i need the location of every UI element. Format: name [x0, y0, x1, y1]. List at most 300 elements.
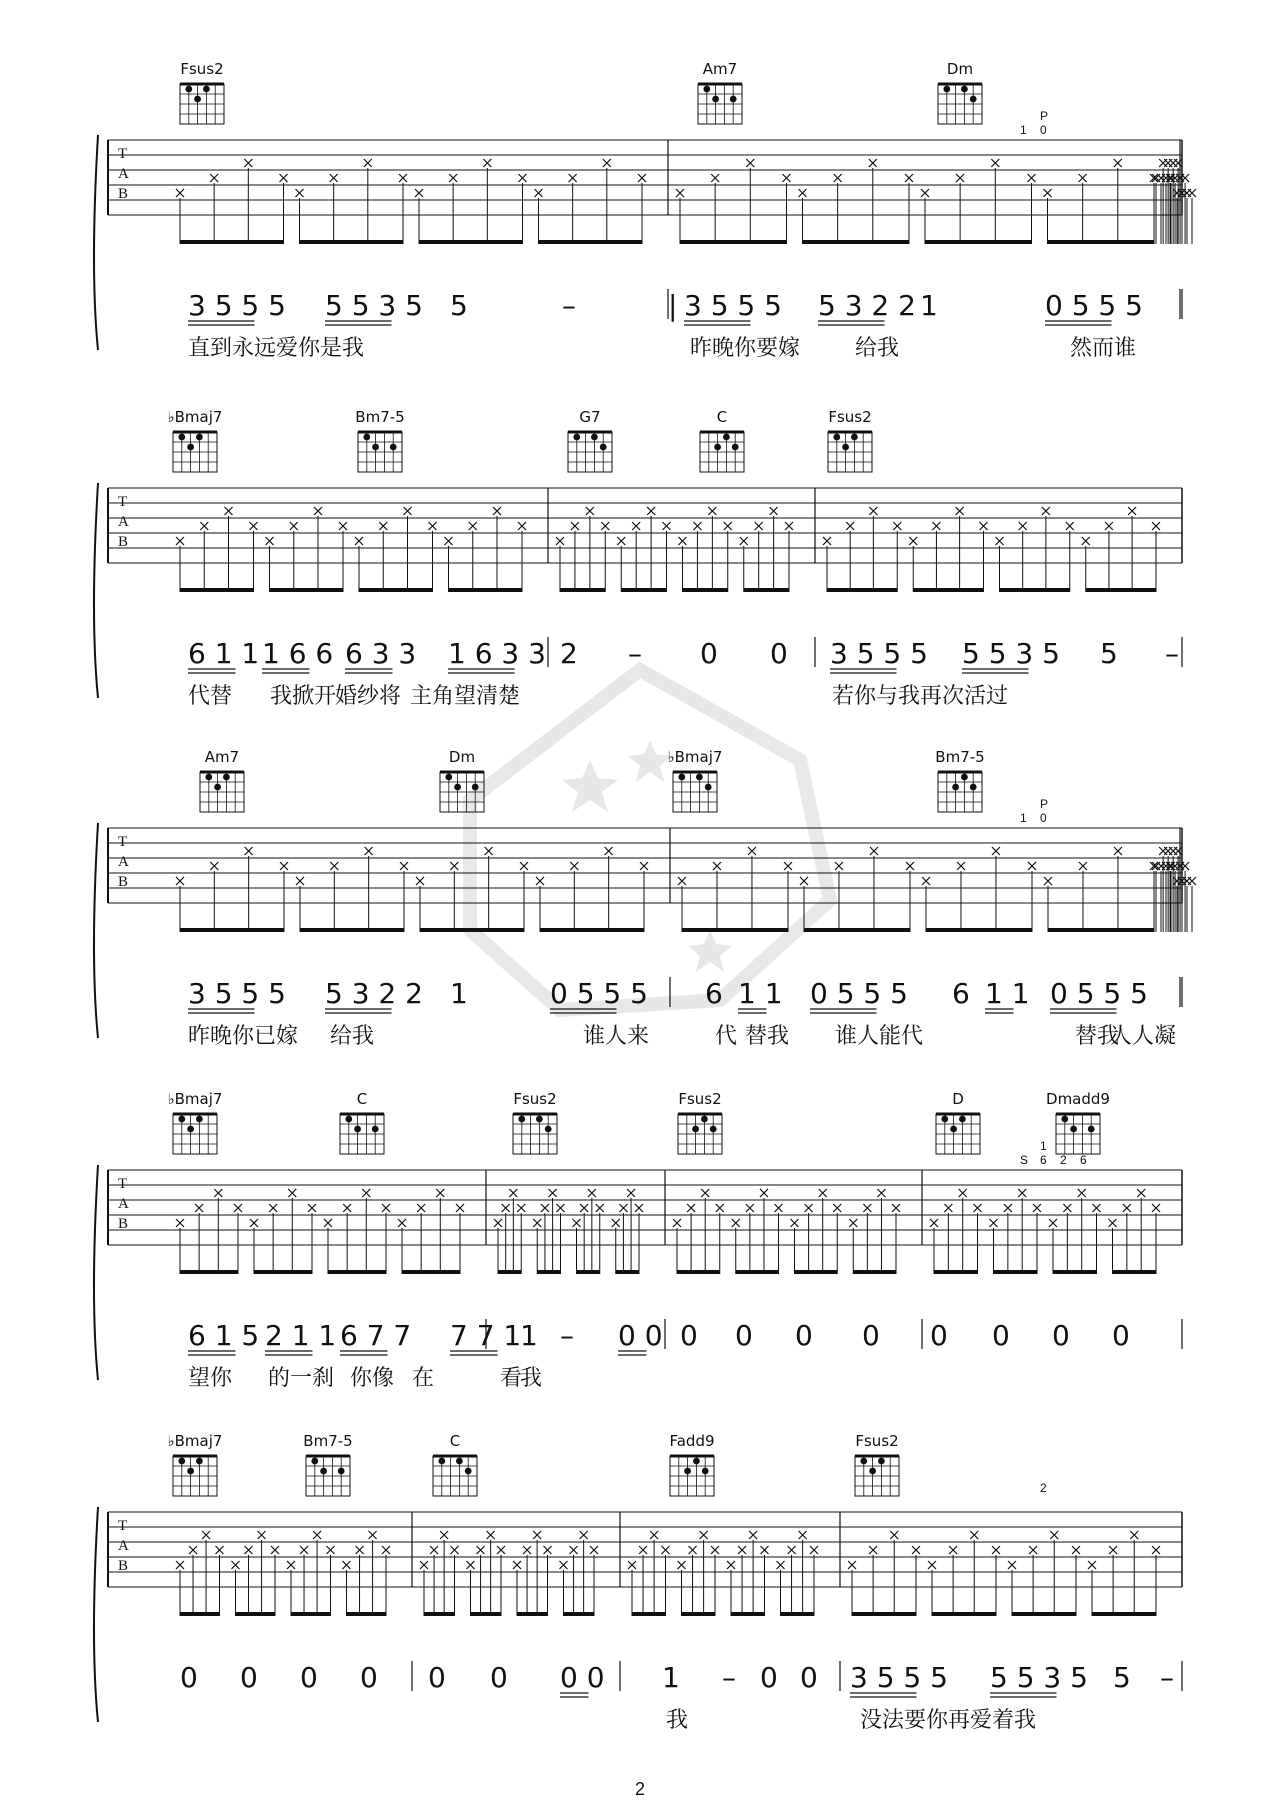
pick-mark	[678, 1561, 686, 1569]
pick-mark	[250, 1219, 258, 1227]
lyric-fragment: 我	[520, 1366, 543, 1391]
pick-mark	[513, 1561, 521, 1569]
finger-dot	[959, 1116, 966, 1123]
pick-mark	[469, 522, 477, 530]
system-brace	[94, 483, 98, 698]
pick-mark	[980, 522, 988, 530]
pick-mark	[216, 1546, 224, 1554]
finger-dot	[456, 1458, 463, 1465]
pick-mark	[708, 507, 716, 515]
pick-mark	[784, 862, 792, 870]
finger-dot	[187, 1126, 194, 1133]
notation-group: 6 1 1	[188, 637, 260, 670]
beam	[827, 588, 897, 592]
finger-dot	[187, 1468, 194, 1475]
technique-mark: 1	[1020, 811, 1027, 825]
pick-mark	[586, 507, 594, 515]
chord-name: ♭Bmaj7	[167, 408, 223, 426]
beam	[420, 928, 524, 932]
system-brace	[94, 1507, 98, 1722]
tab-label-letter: T	[118, 494, 128, 510]
notation-group: 3 5 5 5	[830, 637, 928, 670]
pick-mark	[588, 1189, 596, 1197]
pick-mark	[280, 174, 288, 182]
chord-diagram	[200, 748, 244, 812]
notation-group: 3 5 5 5	[188, 289, 286, 322]
lyric-fragment: 昨晚你要嫁	[690, 336, 801, 361]
chord-diagram	[1046, 1090, 1110, 1154]
pick-mark	[533, 1531, 541, 1539]
notation-group: 6 3 3	[345, 637, 417, 670]
notation-group: 5 5 3 5	[325, 289, 423, 322]
pick-mark	[202, 1531, 210, 1539]
tab-label-letter: T	[118, 1176, 128, 1192]
beam	[683, 588, 728, 592]
pick-mark	[740, 537, 748, 545]
pick-mark	[456, 1204, 464, 1212]
pick-mark	[195, 1204, 203, 1212]
beam	[781, 1612, 815, 1616]
chord-name: Fadd9	[669, 1432, 715, 1450]
pick-mark	[596, 1204, 604, 1212]
chord-name: Fsus2	[180, 60, 224, 78]
pick-mark	[571, 522, 579, 530]
beam	[1012, 1612, 1076, 1616]
notation-group: 5	[1100, 637, 1118, 670]
pick-mark	[399, 174, 407, 182]
pick-mark	[800, 877, 808, 885]
pick-mark	[869, 1546, 877, 1554]
finger-dot	[214, 784, 221, 791]
beam	[803, 240, 910, 244]
finger-dot	[950, 1126, 957, 1133]
technique-mark: 2	[1060, 1153, 1067, 1167]
pick-mark	[906, 862, 914, 870]
pick-mark	[523, 1546, 531, 1554]
lyric-fragment: 直到永远爱你是我	[188, 336, 365, 361]
pick-mark	[749, 1531, 757, 1539]
pick-mark	[639, 1546, 647, 1554]
chord-name: Fsus2	[855, 1432, 899, 1450]
pick-mark	[1137, 1189, 1145, 1197]
pick-mark	[1159, 847, 1167, 855]
finger-dot	[701, 1116, 708, 1123]
pick-mark	[647, 507, 655, 515]
beam	[180, 588, 254, 592]
notation-group: 0 5 5 5	[1045, 289, 1143, 322]
finger-dot	[354, 1126, 361, 1133]
pick-mark	[541, 1204, 549, 1212]
notation-group: –	[722, 1661, 736, 1694]
beam	[180, 1612, 220, 1616]
notation-group: 3 5 5 5	[188, 977, 286, 1010]
beam	[540, 928, 644, 932]
chord-name: Dmadd9	[1046, 1090, 1110, 1108]
lyric-fragment: 望你	[188, 1366, 233, 1391]
pick-mark	[700, 1531, 708, 1539]
notation-group: 6 1 5	[188, 1319, 260, 1352]
pick-mark	[1114, 159, 1122, 167]
finger-dot	[941, 1116, 948, 1123]
pick-mark	[369, 1531, 377, 1539]
pick-mark	[663, 522, 671, 530]
pick-mark	[1088, 1561, 1096, 1569]
lyric-fragment: 昨晚你已嫁	[188, 1024, 299, 1049]
pick-mark	[956, 174, 964, 182]
pick-mark	[258, 1531, 266, 1539]
pick-mark	[905, 174, 913, 182]
notation-group: 0	[735, 1319, 753, 1352]
finger-dot	[833, 434, 840, 441]
system-brace	[94, 823, 98, 1038]
finger-dot	[465, 1468, 472, 1475]
notation-group: 0	[240, 1661, 258, 1694]
lyric-fragment: 的一刹	[268, 1366, 335, 1391]
pick-mark	[640, 862, 648, 870]
beam	[852, 1612, 916, 1616]
chord-name: D	[952, 1090, 964, 1108]
pick-mark	[755, 522, 763, 530]
chord-name: C	[449, 1432, 461, 1450]
pick-mark	[1123, 1204, 1131, 1212]
pick-mark	[724, 522, 732, 530]
pick-mark	[280, 862, 288, 870]
beam	[926, 928, 1032, 932]
finger-dot	[178, 1458, 185, 1465]
pick-mark	[343, 1561, 351, 1569]
chord-name: Bm7-5	[355, 408, 405, 426]
pick-mark	[956, 507, 964, 515]
pick-mark	[450, 862, 458, 870]
beam	[731, 1612, 765, 1616]
pick-mark	[601, 522, 609, 530]
pick-mark	[1050, 1531, 1058, 1539]
technique-mark: 1	[1040, 1139, 1047, 1153]
pick-mark	[288, 1189, 296, 1197]
notation-group: –	[1160, 1661, 1174, 1694]
beam	[180, 240, 284, 244]
notation-group: 0	[760, 1661, 778, 1694]
finger-dot	[196, 1458, 203, 1465]
finger-dot	[851, 434, 858, 441]
chord-diagram	[168, 1432, 223, 1496]
pick-mark	[635, 1204, 643, 1212]
chord-name: ♭Bmaj7	[667, 748, 723, 766]
technique-mark: 1	[1020, 123, 1027, 137]
pick-mark	[890, 1531, 898, 1539]
chord-diagram	[669, 1432, 714, 1496]
pick-mark	[517, 1204, 525, 1212]
finger-dot	[338, 1468, 345, 1475]
finger-dot	[178, 1116, 185, 1123]
pick-mark	[445, 537, 453, 545]
chord-name: Bm7-5	[935, 748, 985, 766]
pick-mark	[355, 537, 363, 545]
chord-diagram	[938, 60, 982, 124]
pick-mark	[330, 862, 338, 870]
finger-dot	[372, 444, 379, 451]
beam	[291, 1612, 331, 1616]
beam	[254, 1270, 312, 1274]
finger-dot	[223, 774, 230, 781]
pick-mark	[775, 1204, 783, 1212]
chord-diagram	[180, 60, 224, 124]
system-brace	[94, 1165, 98, 1380]
tab-label-letter: T	[118, 1518, 128, 1534]
chord-diagram	[355, 408, 404, 472]
finger-dot	[472, 784, 479, 791]
pick-mark	[324, 1219, 332, 1227]
beam	[300, 240, 404, 244]
notation-group: 0	[300, 1661, 318, 1694]
beam	[932, 1612, 996, 1616]
notation-group: 0	[770, 637, 788, 670]
pick-mark	[835, 862, 843, 870]
pick-mark	[245, 1546, 253, 1554]
pick-mark	[1066, 522, 1074, 530]
beam	[449, 588, 523, 592]
pick-mark	[732, 1219, 740, 1227]
tab-label-letter: B	[118, 874, 129, 890]
pick-mark	[1114, 847, 1122, 855]
pick-mark	[398, 1219, 406, 1227]
pick-mark	[805, 1204, 813, 1212]
tab-label-letter: A	[118, 1538, 129, 1554]
pick-mark	[1159, 159, 1167, 167]
pick-mark	[290, 522, 298, 530]
beam	[680, 240, 787, 244]
pick-mark	[748, 847, 756, 855]
pick-mark	[487, 1531, 495, 1539]
pick-mark	[379, 522, 387, 530]
pick-mark	[627, 1189, 635, 1197]
pick-mark	[214, 1189, 222, 1197]
pick-mark	[189, 1546, 197, 1554]
pick-mark	[536, 877, 544, 885]
pick-mark	[1028, 174, 1036, 182]
pick-mark	[949, 1546, 957, 1554]
beam	[682, 1612, 716, 1616]
pick-mark	[638, 174, 646, 182]
beam	[471, 1612, 502, 1616]
lyric-fragment: 在	[412, 1366, 435, 1391]
beam	[419, 240, 523, 244]
page-number: 2	[634, 1779, 646, 1799]
notation-group: 1	[662, 1661, 680, 1694]
beam	[539, 240, 643, 244]
pick-mark	[819, 1189, 827, 1197]
pick-mark	[799, 1531, 807, 1539]
finger-dot	[710, 1126, 717, 1133]
technique-mark: 0	[1040, 811, 1047, 825]
pick-mark	[580, 1531, 588, 1539]
pick-mark	[1072, 1546, 1080, 1554]
pick-mark	[619, 1204, 627, 1212]
beam	[795, 1270, 838, 1274]
finger-dot	[693, 1458, 700, 1465]
notation-group: 0	[680, 1319, 698, 1352]
pick-mark	[176, 1561, 184, 1569]
beam	[1113, 1270, 1157, 1274]
lyric-fragment: 给我	[855, 336, 900, 361]
notation-group: 0	[795, 1319, 813, 1352]
pick-mark	[590, 1546, 598, 1554]
beam	[621, 588, 666, 592]
pick-mark	[570, 1546, 578, 1554]
pick-mark	[269, 1204, 277, 1212]
notation-group: 3 5 5 5	[684, 289, 782, 322]
notation-group: 0	[930, 1319, 948, 1352]
finger-dot	[185, 86, 192, 93]
pick-mark	[1128, 507, 1136, 515]
notation-group: 0	[800, 1661, 818, 1694]
beam	[1086, 588, 1156, 592]
tab-label-letter: A	[118, 514, 129, 530]
pick-mark	[687, 1204, 695, 1212]
beam	[736, 1270, 779, 1274]
pick-mark	[1042, 507, 1050, 515]
notation-group: –	[1165, 637, 1179, 670]
finger-dot	[696, 774, 703, 781]
finger-dot	[684, 1468, 691, 1475]
pick-mark	[404, 507, 412, 515]
beam	[270, 588, 344, 592]
pick-mark	[783, 174, 791, 182]
notation-group: 5 5 3 5	[962, 637, 1060, 670]
notation-group: 5 5 3 5	[990, 1661, 1088, 1694]
notation-group: 1 1	[738, 977, 783, 1010]
chord-name: Dm	[946, 60, 974, 78]
finger-dot	[860, 1458, 867, 1465]
finger-dot	[878, 1458, 885, 1465]
notation-group: 0 0	[560, 1661, 605, 1694]
notation-group: 2	[560, 637, 578, 670]
pick-mark	[1152, 522, 1160, 530]
pick-mark	[746, 1204, 754, 1212]
pick-mark	[1105, 522, 1113, 530]
finger-dot	[372, 1126, 379, 1133]
beam	[359, 588, 433, 592]
pick-mark	[467, 1561, 475, 1569]
technique-mark: P	[1040, 109, 1049, 123]
pick-mark	[770, 507, 778, 515]
finger-dot	[1070, 1126, 1077, 1133]
pick-mark	[605, 847, 613, 855]
pick-mark	[330, 174, 338, 182]
pick-mark	[502, 1204, 510, 1212]
pick-mark	[573, 1219, 581, 1227]
pick-mark	[420, 1561, 428, 1569]
beam	[328, 1270, 386, 1274]
notation-group: 6 7 7	[340, 1319, 412, 1352]
finger-dot	[705, 784, 712, 791]
lyric-fragment: 替我	[745, 1024, 790, 1049]
beam	[180, 1270, 238, 1274]
notation-group: 3 5 5 5	[850, 1661, 948, 1694]
lyric-fragment: 谁人能代	[835, 1024, 924, 1049]
pick-mark	[440, 1531, 448, 1539]
pick-mark	[632, 522, 640, 530]
pick-mark	[921, 189, 929, 197]
finger-dot	[454, 784, 461, 791]
pick-mark	[485, 847, 493, 855]
tab-label-letter: A	[118, 854, 129, 870]
notation-group: 5 3 2 2	[818, 289, 916, 322]
finger-dot	[730, 96, 737, 103]
beam	[1048, 240, 1155, 244]
pick-mark	[1008, 1561, 1016, 1569]
beam	[347, 1612, 387, 1616]
finger-dot	[196, 1116, 203, 1123]
pick-mark	[176, 1219, 184, 1227]
pick-mark	[339, 522, 347, 530]
pick-mark	[176, 537, 184, 545]
pick-mark	[343, 1204, 351, 1212]
pick-mark	[791, 1219, 799, 1227]
pick-mark	[713, 862, 721, 870]
chord-diagram	[433, 1432, 477, 1496]
beam	[677, 1270, 720, 1274]
pick-mark	[716, 1204, 724, 1212]
pick-mark	[1019, 522, 1027, 530]
chord-diagram	[168, 1090, 223, 1154]
pick-mark	[417, 1204, 425, 1212]
pick-mark	[1152, 1204, 1160, 1212]
lyric-fragment: 我掀开	[270, 684, 337, 709]
pick-mark	[693, 522, 701, 530]
technique-mark: 6	[1080, 1153, 1087, 1167]
pick-mark	[436, 1189, 444, 1197]
notation-group: |	[668, 289, 678, 322]
lyric-fragment: 谁人来	[583, 1024, 650, 1049]
pick-mark	[991, 159, 999, 167]
tab-label-letter: T	[118, 834, 128, 850]
pick-mark	[580, 1204, 588, 1212]
pick-mark	[1082, 537, 1090, 545]
pick-mark	[327, 1546, 335, 1554]
chord-diagram	[303, 1432, 352, 1496]
pick-mark	[430, 1546, 438, 1554]
notation-group: 0	[862, 1319, 880, 1352]
chord-diagram	[340, 1090, 384, 1154]
pick-mark	[382, 1204, 390, 1212]
pick-mark	[1044, 877, 1052, 885]
pick-mark	[738, 1546, 746, 1554]
tab-label-letter: A	[118, 1196, 129, 1212]
lyric-fragment: 没法要你再爱着我	[860, 1708, 1037, 1733]
pick-mark	[535, 189, 543, 197]
pick-mark	[870, 847, 878, 855]
pick-mark	[1109, 1219, 1117, 1227]
lyric-fragment: 你像	[350, 1366, 395, 1391]
chord-diagram	[513, 1090, 557, 1154]
beam	[616, 1270, 639, 1274]
tab-label-letter: B	[118, 534, 129, 550]
notation-group: 1 1	[985, 977, 1030, 1010]
pick-mark	[849, 1219, 857, 1227]
lyric-fragment: 人人凝	[1110, 1024, 1177, 1049]
pick-mark	[570, 862, 578, 870]
lyric-fragment: 代	[715, 1024, 738, 1049]
beam	[1048, 928, 1154, 932]
notation-group: 5	[1113, 1661, 1131, 1694]
tab-label-letter: B	[118, 1558, 129, 1574]
beam	[537, 1270, 560, 1274]
finger-dot	[970, 784, 977, 791]
notation-group: 0	[180, 1661, 198, 1694]
finger-dot	[311, 1458, 318, 1465]
chord-diagram	[568, 408, 612, 472]
